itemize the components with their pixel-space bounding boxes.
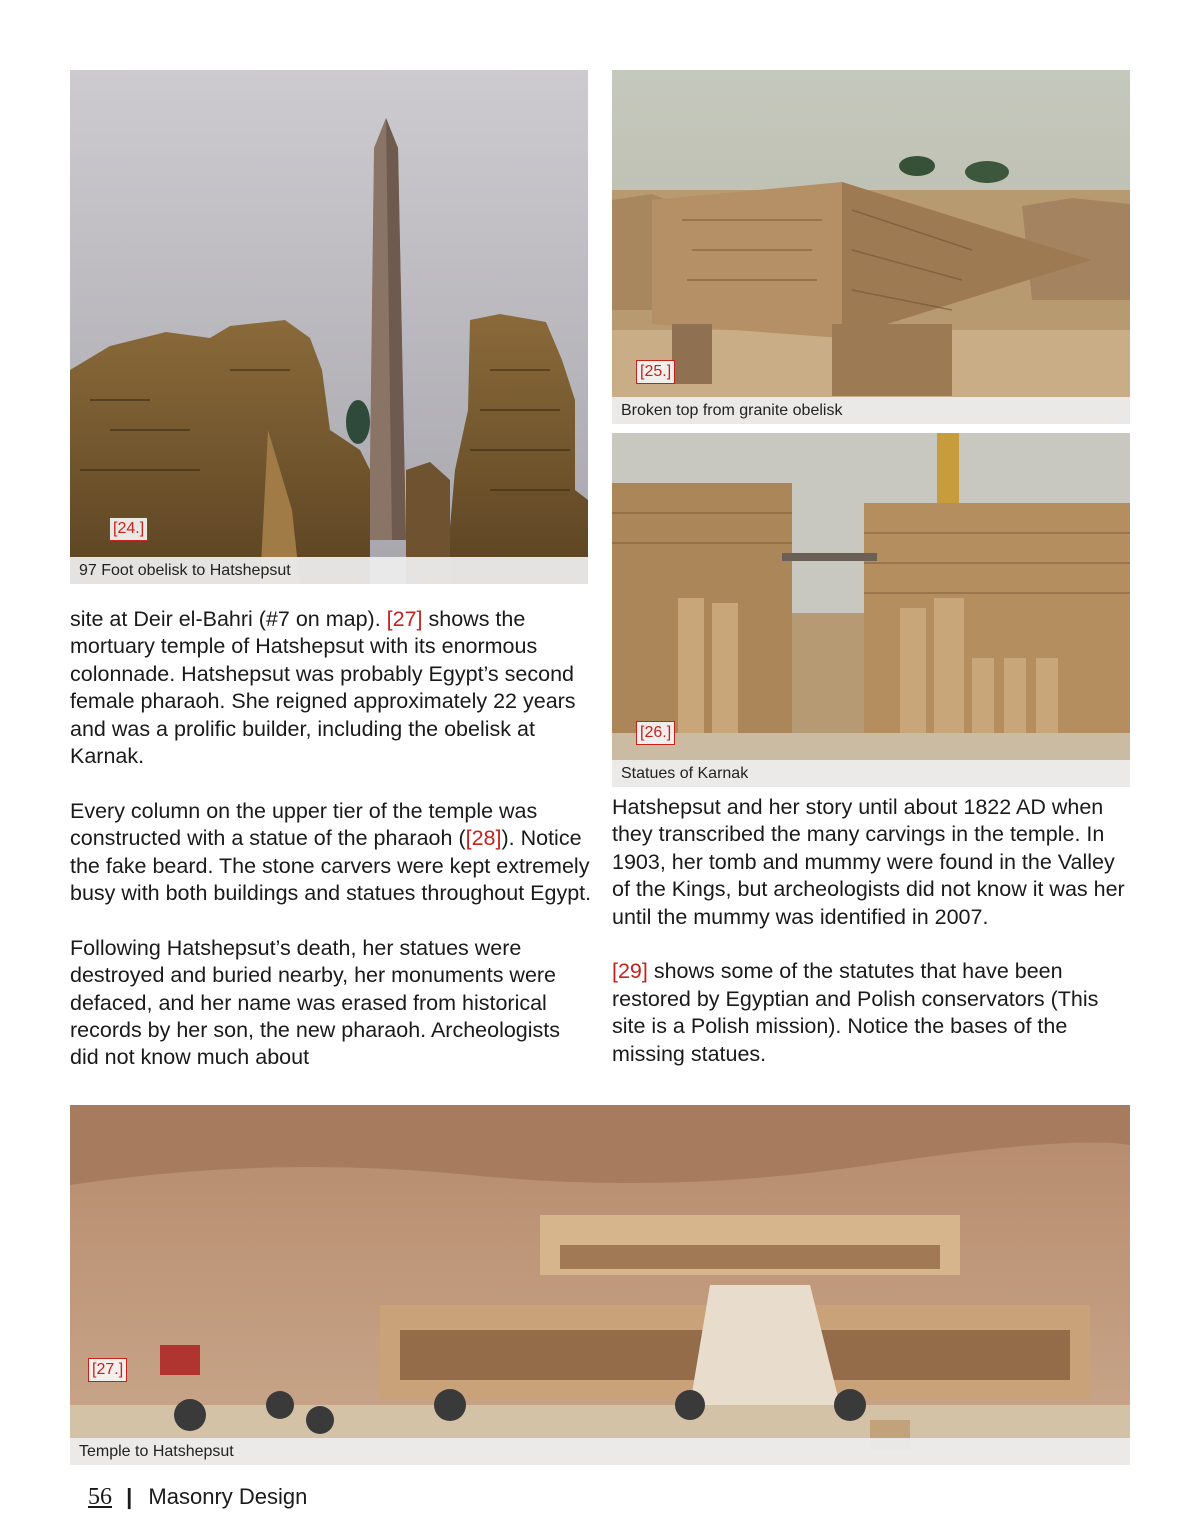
paragraph (70, 935, 592, 1072)
footer-separator: | (126, 1484, 133, 1509)
figure-25 (612, 70, 1130, 424)
text-run: Following Hatshepsut’s death, her statues were destroyed and buried nearby, her monuments were defaced, and her name was erased from historical records by her son, the new pharaoh. Archeologists did not know much about (70, 935, 561, 1070)
text-run: ). Notice the fake beard. The stone carvers were kept extremely busy with both buildings and statues throughout Egypt. (70, 826, 592, 906)
page-number: 56 (88, 1484, 112, 1510)
figure-tag[interactable]: [26.] (636, 721, 675, 745)
paragraph (70, 798, 592, 908)
text-run: shows the mortuary temple of Hatshepsut with its enormous colonnade. Hatshepsut was probably Egypt’s second female pharaoh. She reigned approximately 22 years and was a prolific builder, including the obelisk at Karnak. (70, 607, 576, 769)
right-text-column (612, 794, 1132, 1068)
obelisk-photo (70, 70, 588, 584)
figure-reference-link[interactable]: [29] (612, 959, 648, 984)
figure-caption: Broken top from granite obelisk (612, 397, 1130, 424)
broken-obelisk-photo (612, 70, 1130, 424)
figure-caption: Statues of Karnak (612, 760, 1130, 787)
figure-reference-link[interactable]: [27] (386, 607, 423, 631)
page-footer (88, 1484, 307, 1511)
paragraph (70, 606, 592, 770)
text-run: shows some of the statutes that have been restored by Egyptian and Polish conservators (This site is a Polish mission). Notice the bases of the missing statues. (612, 959, 1099, 1066)
figure-26 (612, 433, 1130, 787)
paragraph (612, 794, 1132, 931)
text-run: Every column on the upper tier of the temple was constructed with a statue of the pharaoh ( (70, 798, 538, 851)
figure-caption: 97 Foot obelisk to Hatshepsut (70, 557, 588, 584)
figure-tag[interactable]: [25.] (636, 360, 675, 384)
paragraph (612, 958, 1132, 1068)
publication-title: Masonry Design (148, 1484, 308, 1509)
temple-photo (70, 1105, 1130, 1465)
figure-tag[interactable]: [24.] (109, 517, 148, 541)
figure-tag[interactable]: [27.] (88, 1358, 127, 1382)
left-text-column (70, 606, 592, 1072)
figure-27 (70, 1105, 1130, 1465)
figure-reference-link[interactable]: [28] (465, 826, 502, 851)
karnak-statues-photo (612, 433, 1130, 787)
figure-caption: Temple to Hatshepsut (70, 1438, 1130, 1465)
text-run: site at Deir el-Bahri (#7 on map). (70, 607, 387, 631)
text-run: Hatshepsut and her story until about 1822 AD when they transcribed the many carvings in the temple. In 1903, her tomb and mummy were found in the Valley of the Kings, but archeologists did not know it was her until the mummy was identified in 2007. (612, 795, 1125, 929)
figure-24 (70, 70, 588, 584)
